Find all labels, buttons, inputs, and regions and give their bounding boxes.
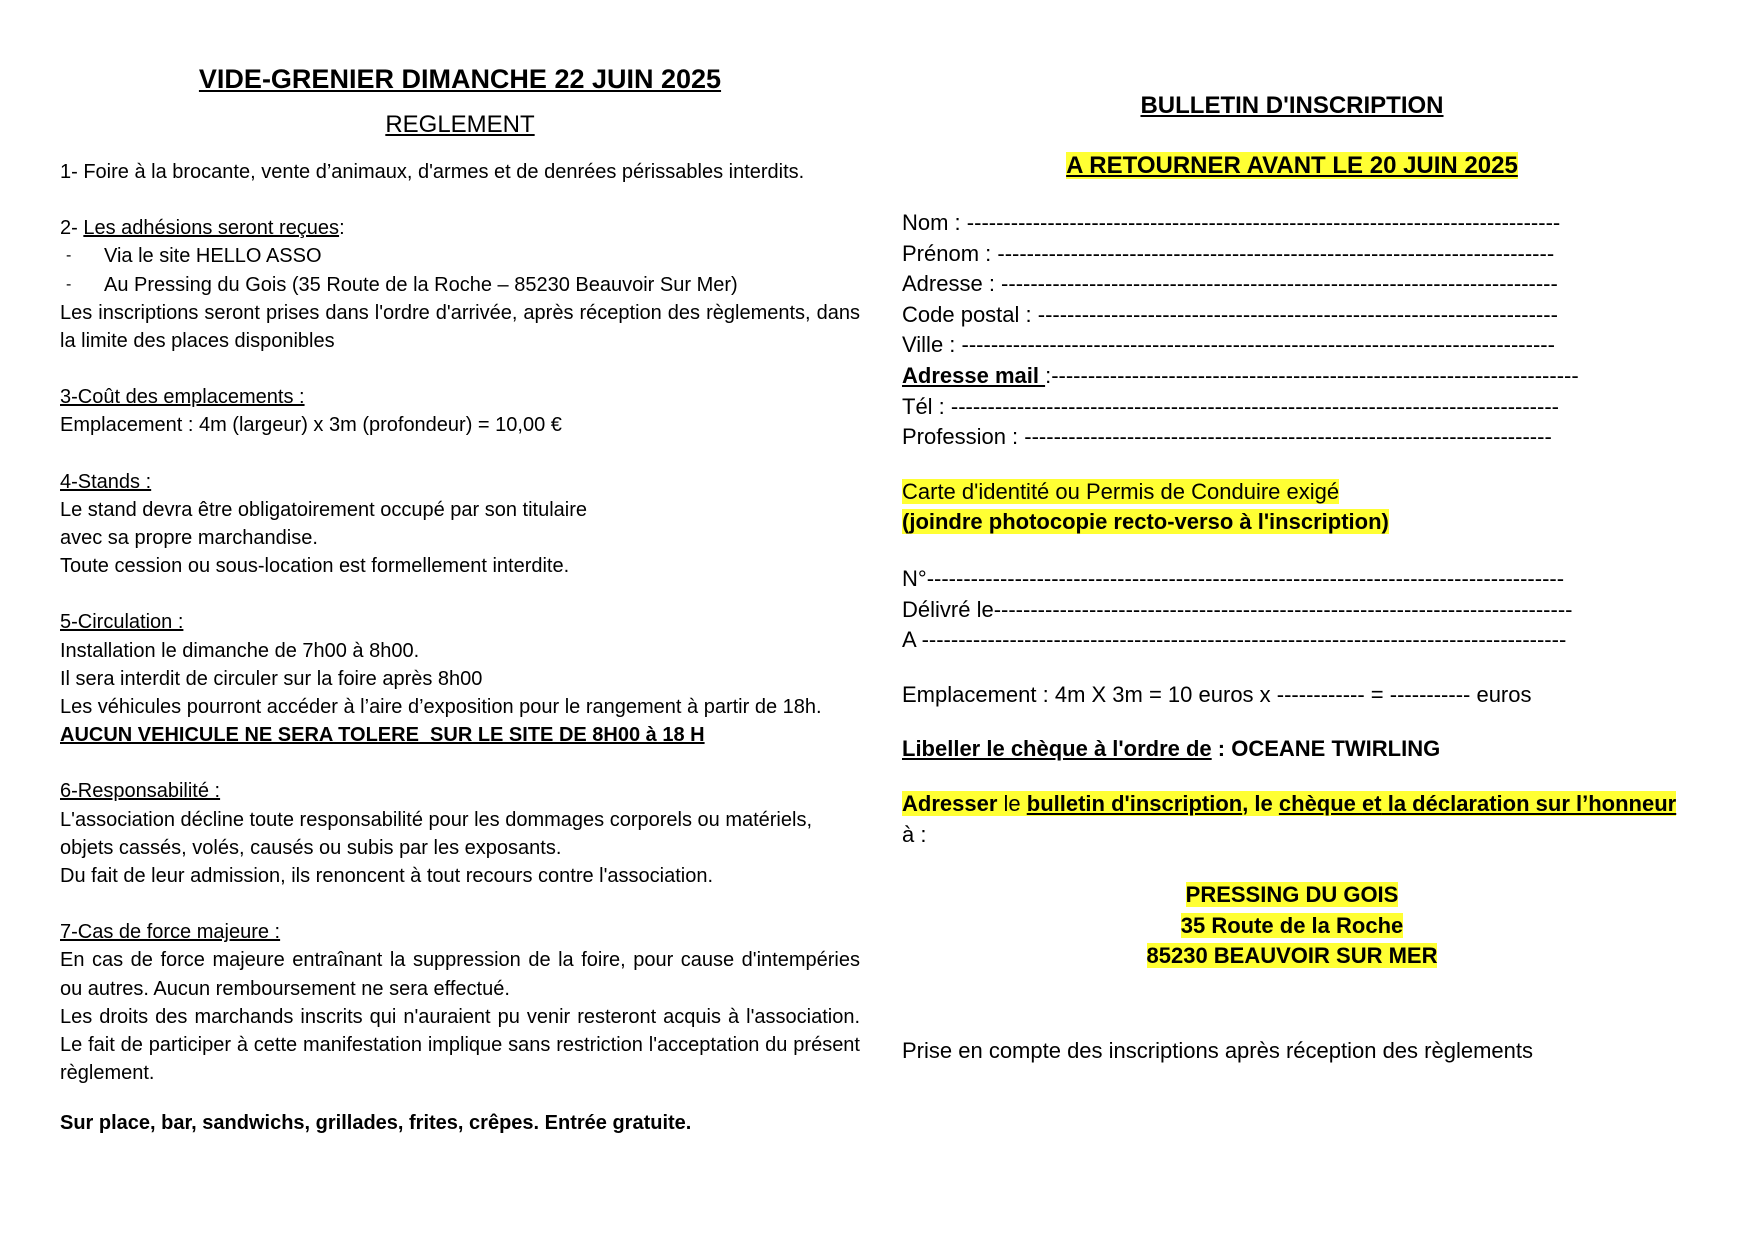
rule-5-line: Les véhicules pourront accéder à l’aire d’exposition pour le rangement à partir de 18h. bbox=[60, 696, 822, 719]
rule-3-text: Emplacement : 4m (largeur) x 3m (profondeur) = 10,00 € bbox=[60, 414, 562, 437]
rule-6-line: Du fait de leur admission, ils renoncent à tout recours contre l'association. bbox=[60, 865, 714, 888]
field-nom[interactable] bbox=[902, 208, 1682, 239]
address-block bbox=[902, 880, 1682, 972]
deadline-text: A RETOURNER AVANT LE 20 JUIN 2025 bbox=[1066, 152, 1518, 179]
field-code-postal[interactable] bbox=[902, 300, 1682, 331]
field-label: A bbox=[902, 627, 922, 653]
list-item bbox=[60, 242, 860, 270]
address-text: 35 Route de la Roche bbox=[1180, 912, 1404, 938]
rule-5-heading: 5-Circulation : bbox=[60, 611, 184, 634]
rule-2-colon: : bbox=[339, 217, 345, 240]
field-dashes: ---------------------------------------------------------------------------- bbox=[1001, 271, 1558, 297]
rule-7-line: Les droits des marchands inscrits qui n'auraient pu venir resteront acquis à l'association. Le fait de participer à cette manifestation implique sans restriction l'acceptation du présent règlement. bbox=[60, 1005, 860, 1085]
adresser-word: Adresser bbox=[902, 790, 998, 816]
field-ville[interactable] bbox=[902, 330, 1682, 361]
rule-4-line: avec sa propre marchandise. bbox=[60, 527, 318, 550]
page-title: VIDE-GRENIER DIMANCHE 22 JUIN 2025 bbox=[198, 64, 722, 94]
adresser-le: le bbox=[997, 790, 1027, 816]
field-label: Profession : bbox=[902, 424, 1025, 450]
address-line bbox=[902, 911, 1682, 942]
field-label: Code postal : bbox=[902, 301, 1038, 327]
id-requirement-text: Carte d'identité ou Permis de Conduire exigé bbox=[902, 478, 1340, 504]
id-requirement bbox=[902, 477, 1682, 508]
cheque-label: Libeller le chèque à l'ordre de bbox=[902, 736, 1212, 762]
rule-7-heading: 7-Cas de force majeure : bbox=[60, 921, 281, 944]
field-label: Nom : bbox=[902, 210, 967, 235]
list-item bbox=[60, 271, 860, 299]
field-dashes: ----------------------------------------------------------------------------------- bbox=[950, 393, 1559, 419]
field-label: Tél : bbox=[902, 393, 951, 419]
field-profession[interactable] bbox=[902, 422, 1682, 453]
field-dashes: ----------------------------------------------------------------------- bbox=[1037, 301, 1558, 327]
field-dashes: ---------------------------------------------------------------------------------------- bbox=[921, 627, 1567, 653]
field-label: Prénom : bbox=[902, 240, 998, 266]
adresser-a: à : bbox=[902, 821, 927, 847]
adresser-declaration: la déclaration sur l’honneur bbox=[1381, 790, 1677, 816]
field-a[interactable] bbox=[902, 625, 1682, 656]
adresser-line bbox=[902, 789, 1682, 820]
field-dashes: :------------------------------------------------------------------------ bbox=[1045, 362, 1579, 388]
rule-3-heading: 3-Coût des emplacements : bbox=[60, 386, 305, 409]
rule-1: 1- Foire à la brocante, vente d’animaux, d'armes et de denrées périssables interdits. bbox=[60, 161, 805, 183]
id-photocopy-text: (joindre photocopie recto-verso à l'inscription) bbox=[902, 509, 1389, 535]
footer-note: Sur place, bar, sandwichs, grillades, frites, crêpes. Entrée gratuite. bbox=[60, 1112, 692, 1135]
field-label: Délivré le bbox=[902, 596, 994, 622]
rule-6-line: L'association décline toute responsabilité pour les dommages corporels ou matériels, objets cassés, volés, causés ou subis par les exposants. bbox=[60, 808, 813, 859]
final-note: Prise en compte des inscriptions après réception des règlements bbox=[902, 1037, 1533, 1063]
field-label: Adresse mail bbox=[902, 362, 1046, 388]
adresser-bulletin: bulletin d'inscription bbox=[1026, 790, 1243, 816]
adresser-cheque: chèque bbox=[1278, 790, 1363, 816]
address-text: 85230 BEAUVOIR SUR MER bbox=[1146, 943, 1438, 969]
adresser-highlight bbox=[902, 791, 1676, 816]
reglement-title: REGLEMENT bbox=[385, 111, 535, 138]
id-photocopy bbox=[902, 507, 1682, 538]
rule-5-warning: AUCUN VEHICULE NE SERA TOLERE SUR LE SITE DE 8H00 à 18 H bbox=[60, 724, 705, 747]
bulletin-column bbox=[902, 90, 1682, 1066]
bulletin-title: BULLETIN D'INSCRIPTION bbox=[1140, 92, 1444, 119]
adresser-et: et bbox=[1362, 790, 1382, 816]
reglement-column bbox=[60, 62, 860, 1138]
address-line bbox=[902, 941, 1682, 972]
address-text: PRESSING DU GOIS bbox=[1185, 882, 1399, 908]
rule-2-number: 2- bbox=[60, 217, 84, 240]
field-dashes: ------------------------------------------------------------------------------- bbox=[993, 596, 1573, 622]
field-adresse[interactable] bbox=[902, 269, 1682, 300]
cheque-payee: : OCEANE TWIRLING bbox=[1211, 736, 1441, 762]
field-dashes: --------------------------------------------------------------------------------- bbox=[966, 210, 1561, 235]
rule-4-heading: 4-Stands : bbox=[60, 470, 152, 493]
bullet-text: Via le site HELLO ASSO bbox=[104, 245, 322, 268]
bullet-mark: - bbox=[66, 247, 72, 265]
rule-5-line: Il sera interdit de circuler sur la foire après 8h00 bbox=[60, 667, 483, 690]
rule-5-line: Installation le dimanche de 7h00 à 8h00. bbox=[60, 639, 420, 662]
field-dashes: ---------------------------------------------------------------------------- bbox=[997, 240, 1555, 266]
field-prenom[interactable] bbox=[902, 239, 1682, 270]
field-tel[interactable] bbox=[902, 392, 1682, 423]
field-id-number[interactable] bbox=[902, 564, 1682, 595]
adresser-sep: , le bbox=[1242, 790, 1279, 816]
address-line bbox=[902, 880, 1682, 911]
field-dashes: ------------------------------------------------------------------------ bbox=[1024, 424, 1552, 450]
rule-4-line: Toute cession ou sous-location est formellement interdite. bbox=[60, 555, 570, 578]
bullet-mark: - bbox=[66, 275, 72, 293]
field-dashes: --------------------------------------------------------------------------------- bbox=[961, 332, 1555, 358]
field-delivre-le[interactable] bbox=[902, 595, 1682, 626]
rule-2-heading bbox=[60, 214, 860, 242]
field-label: N° bbox=[902, 565, 927, 591]
field-label: Ville : bbox=[902, 332, 962, 358]
bullet-text: Au Pressing du Gois (35 Route de la Roche – 85230 Beauvoir Sur Mer) bbox=[104, 273, 738, 296]
rule-6-heading: 6-Responsabilité : bbox=[60, 780, 221, 803]
rule-7-line: En cas de force majeure entraînant la suppression de la foire, pour cause d'intempéries ou autres. Aucun remboursement ne sera effectué. bbox=[60, 949, 860, 1000]
field-dashes: --------------------------------------------------------------------------------------- bbox=[926, 565, 1565, 591]
emplacement-line: Emplacement : 4m X 3m = 10 euros x ------------ = ----------- euros bbox=[902, 681, 1532, 707]
deadline bbox=[902, 150, 1682, 182]
field-adresse-mail[interactable] bbox=[902, 361, 1682, 392]
cheque-line bbox=[902, 734, 1682, 765]
field-label: Adresse : bbox=[902, 271, 1002, 297]
rule-2-text: Les inscriptions seront prises dans l'ordre d'arrivée, après réception des règlements, dans la limite des places disponibles bbox=[60, 301, 860, 353]
rule-4-line: Le stand devra être obligatoirement occupé par son titulaire bbox=[60, 498, 587, 521]
rule-2-heading-text: Les adhésions seront reçues bbox=[83, 217, 340, 240]
